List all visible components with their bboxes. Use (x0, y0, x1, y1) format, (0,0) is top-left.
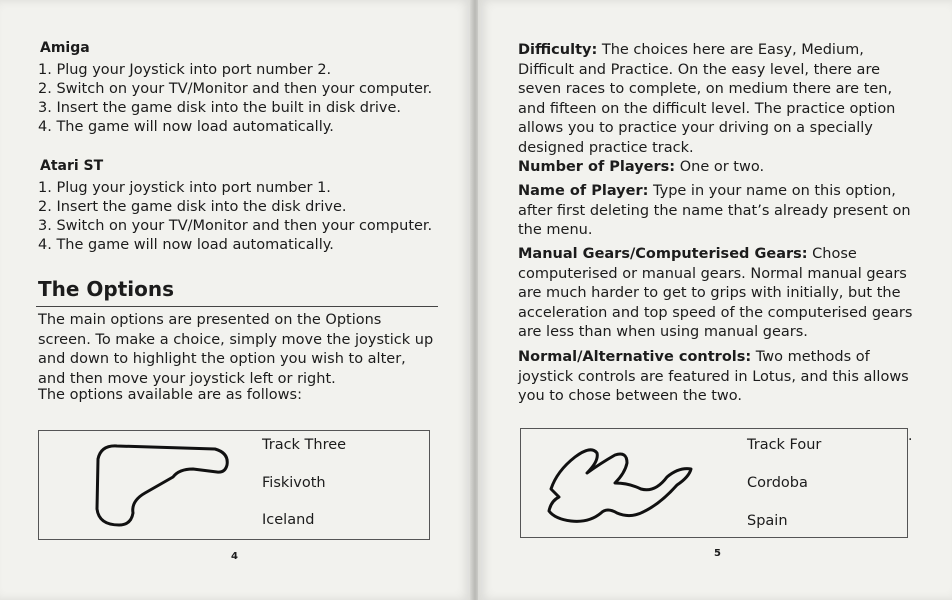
option-text: Two methods of joystick controls are featured in Lotus, and this allows you to chose between the two. (518, 349, 909, 404)
option-text: One or two. (679, 159, 765, 175)
list-item: 1. Plug your joystick into port number 1. (38, 180, 331, 196)
list-item: 3. Switch on your TV/Monitor and then your computer. (38, 218, 433, 234)
list-item: 2. Switch on your TV/Monitor and then your computer. (38, 81, 433, 97)
track-three-box (38, 430, 430, 540)
track-four-box (520, 428, 908, 538)
options-intro: The main options are presented on the Options screen. To make a choice, simply move the joystick up and down to highlight the option you wish to alter, and then move your joystick left or right. (38, 312, 434, 387)
amiga-steps (38, 61, 438, 137)
option-label: Name of Player: (518, 183, 649, 199)
left-page (0, 0, 472, 600)
page-number-left: 4 (231, 551, 238, 562)
options-follow: The options available are as follows: (38, 387, 302, 403)
print-speck: · (908, 432, 913, 448)
amiga-heading: Amiga (40, 40, 90, 56)
list-item: 4. The game will now load automatically. (38, 237, 334, 253)
track-three-location: Fiskivoth (262, 475, 326, 491)
list-item: 1. Plug your Joystick into port number 2. (38, 62, 332, 78)
track-four-map-icon (541, 437, 701, 529)
option-difficulty (518, 41, 916, 158)
atari-heading: Atari ST (40, 158, 104, 174)
option-text: Chose computerised or manual gears. Normal manual gears are much harder to get to grips with initially, but the acceleration and top speed of the computerised gears are less than when using manual gears. (518, 246, 913, 340)
list-item: 4. The game will now load automatically. (38, 119, 334, 135)
track-four-country: Spain (747, 513, 788, 529)
page-number-right: 5 (714, 548, 721, 559)
list-item: 3. Insert the game disk into the built in disk drive. (38, 100, 402, 116)
option-label: Normal/Alternative controls: (518, 349, 752, 365)
option-name-of-player (518, 182, 916, 241)
track-four-name: Track Four (747, 437, 822, 453)
option-label: Number of Players: (518, 159, 676, 175)
option-number-of-players (518, 158, 916, 178)
option-gears (518, 245, 916, 343)
track-four-location: Cordoba (747, 475, 808, 491)
option-text: Type in your name on this option, after first deleting the name that’s already present on the menu. (518, 183, 911, 238)
track-three-name: Track Three (262, 437, 347, 453)
track-three-map-icon (89, 439, 239, 531)
list-item: 2. Insert the game disk into the disk drive. (38, 199, 347, 215)
atari-steps (38, 179, 438, 255)
option-label: Manual Gears/Computerised Gears: (518, 246, 808, 262)
title-divider (36, 306, 438, 307)
option-controls (518, 348, 916, 407)
track-three-country: Iceland (262, 512, 315, 528)
option-label: Difficulty: (518, 42, 598, 58)
option-text: The choices here are Easy, Medium, Difficult and Practice. On the easy level, there are seven races to complete, on medium there are ten, and fifteen on the difficult level. The practice option allows you to practice your driving on a specially designed practice track. (518, 42, 896, 156)
options-title: The Options (38, 277, 175, 301)
